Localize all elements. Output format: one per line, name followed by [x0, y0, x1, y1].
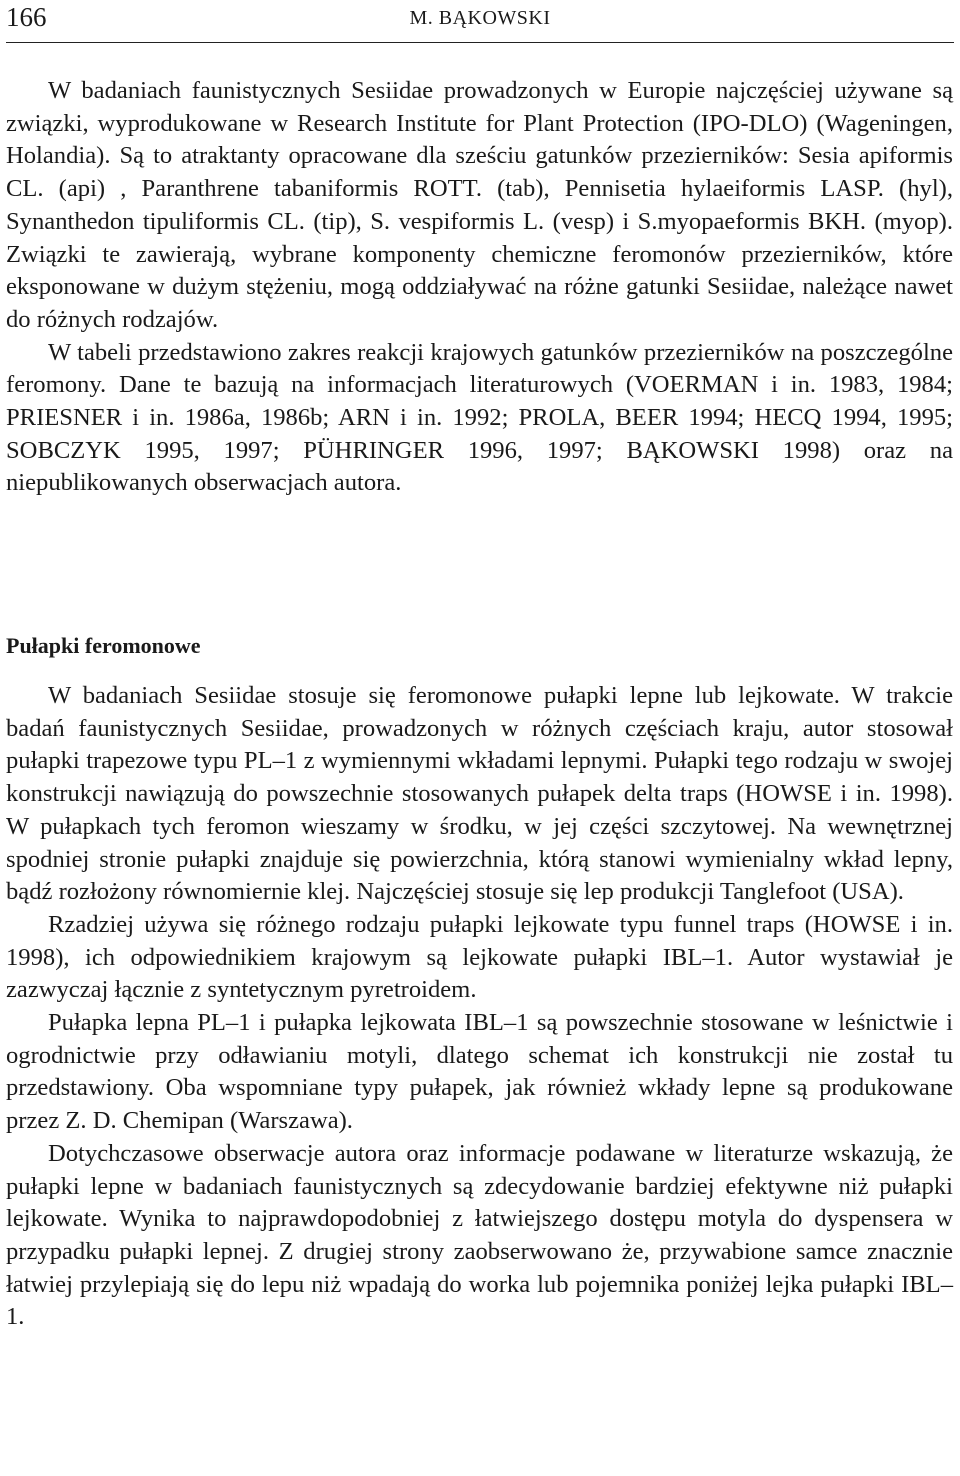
paragraph: Pułapka lepna PL–1 i pułapka lejkowata IBL–1 są powszechnie stosowane w leśnictwie i ogrodnictwie przy odławianiu motyli, dlatego schemat ich konstrukcji nie został tu przedstawiony. Oba wspomniane typy pułapek, jak również wkłady lepne są produkowane przez Z. D. Chemipan (Warszawa). [6, 1009, 953, 1135]
paragraph: Rzadziej używa się różnego rodzaju pułapki lejkowate typu funnel traps (HOWSE i in. 1998), ich odpowiednikiem krajowym są lejkowate pułapki IBL–1. Autor wystawiał je zazwyczaj łącznie z syntetycznym pyretroidem. [6, 910, 953, 1004]
running-head-author: M. BĄKOWSKI [409, 7, 551, 29]
section-heading: Pułapki feromonowe [6, 633, 201, 658]
paragraph: W badaniach faunistycznych Sesiidae prowadzonych w Europie najczęściej używane są związki, wyprodukowane w Research Institute for Plant Protection (IPO-DLO) (Wageningen, Holandia). Są to atraktanty opracowane dla sześciu gatunków przezierników: Sesia apiformis CL. (api) , Paranthrene tabaniformis ROTT. (tab), Pennisetia hylaeiformis LASP. (hyl), Synanthedon tipuliformis CL. (tip), S. vespiformis L. (vesp) i S.myopaeformis BKH. (myop). Związki te zawierają, wybrane komponenty chemiczne feromonów przezierników, które eksponowane w dużym stężeniu, mogą oddziaływać na różne gatunki Sesiidae, należące nawet do różnych rodzajów. [6, 77, 953, 333]
page-header [6, 0, 954, 43]
traps-section [6, 680, 953, 1334]
paragraph: Dotychczasowe obserwacje autora oraz informacje podawane w literaturze wskazują, że pułapki lepne w badaniach faunistycznych są zdecydowanie bardziej efektywne niż pułapki lejkowate. Wynika to najprawdopodobniej z łatwiejszego dostępu motyla do dyspensera w przypadku pułapki lepnej. Z drugiej strony zaobserwowano że, przywabione samce znacznie łatwiej przylepiają się do lepu niż wpadają do worka lub pojemnika poniżej lejka pułapki IBL–1. [6, 1139, 953, 1331]
paragraph: W tabeli przedstawiono zakres reakcji krajowych gatunków przezierników na poszczególne feromony. Dane te bazują na informacjach literaturowych (VOERMAN i in. 1983, 1984; PRIESNER i in. 1986a, 1986b; ARN i in. 1992; PROLA, BEER 1994; HECQ 1994, 1995; SOBCZYK 1995, 1997; PÜHRINGER 1996, 1997; BĄKOWSKI 1998) oraz na niepublikowanych obserwacjach autora. [6, 338, 953, 497]
page-number: 166 [6, 2, 47, 32]
intro-section [6, 75, 953, 500]
paragraph: W badaniach Sesiidae stosuje się feromonowe pułapki lepne lub lejkowate. W trakcie badań faunistycznych Sesiidae, prowadzonych w różnych częściach kraju, autor stosował pułapki trapezowe typu PL–1 z wymiennymi wkładami lepnymi. Pułapki tego rodzaju w swojej konstrukcji nawiązują do powszechnie stosowanych pułapek delta traps (HOWSE i in. 1998). W pułapkach tych feromon wieszamy w środku, w jej części szczytowej. Na wewnętrznej spodniej stronie pułapki znajduje się powierzchnia, którą stanowi wymienialny wkład lepny, bądź rozłożony równomiernie klej. Najczęściej stosuje się lep produkcji Tanglefoot (USA). [6, 682, 953, 906]
